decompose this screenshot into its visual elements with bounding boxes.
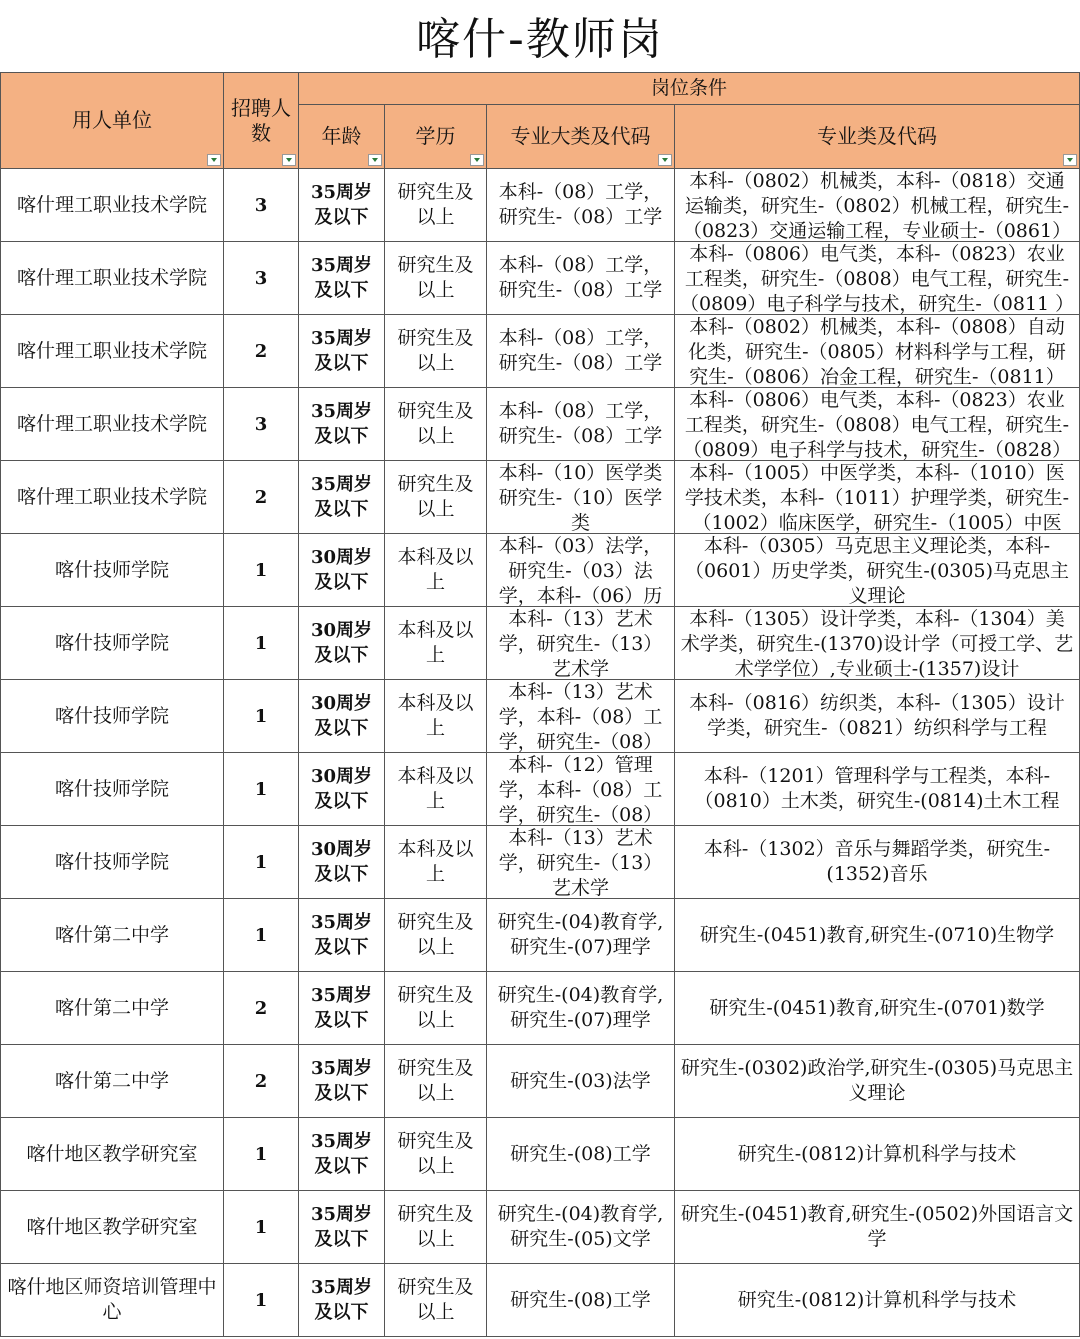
cell-edu-text: 研究生及以上 (397, 400, 474, 447)
table-row (1, 607, 1080, 680)
cell-edu (385, 1118, 487, 1191)
cell-major (675, 972, 1080, 1045)
header-count: 招聘人数 (224, 73, 299, 169)
cell-unit-text: 喀什地区教学研究室 (26, 1215, 198, 1238)
cell-category (487, 1191, 675, 1264)
cell-major (675, 753, 1080, 826)
cell-unit-text: 喀什地区教学研究室 (26, 1142, 198, 1165)
cell-age (299, 1264, 385, 1337)
cell-count-text: 1 (254, 1216, 268, 1238)
cell-category-text: 本科-（10）医学类研究生-（10）医学类 (498, 462, 663, 533)
cell-category-text: 研究生-(04)教育学,研究生-(07)理学 (497, 984, 664, 1031)
cell-age-text: 30周岁及以下 (310, 766, 373, 812)
cell-age-text: 35周岁及以下 (310, 1277, 373, 1323)
filter-dropdown-icon[interactable] (368, 154, 382, 166)
cell-unit-text: 喀什地区师资培训管理中心 (7, 1276, 217, 1323)
cell-major-text: 本科-（0806）电气类，本科-（0823）农业工程类，研究生-（0808）电气工程，研究生-（0809）电子科学与技术，研究生-（0828） (682, 389, 1072, 460)
cell-count (224, 1191, 299, 1264)
cell-edu (385, 388, 487, 461)
cell-unit (1, 388, 224, 461)
cell-major (675, 315, 1080, 388)
cell-unit (1, 607, 224, 680)
cell-count-text: 3 (254, 413, 268, 435)
cell-unit-text: 喀什技师学院 (54, 777, 169, 800)
cell-edu (385, 242, 487, 315)
cell-age (299, 315, 385, 388)
cell-unit (1, 1264, 224, 1337)
cell-category-text: 研究生-(03)法学 (510, 1069, 651, 1092)
page-title: 喀什-教师岗 (416, 14, 664, 65)
cell-major (675, 1118, 1080, 1191)
cell-edu-text: 研究生及以上 (397, 984, 474, 1031)
cell-category-text: 研究生-(08)工学 (510, 1288, 651, 1311)
cell-edu (385, 1191, 487, 1264)
cell-count (224, 534, 299, 607)
cell-unit-text: 喀什第二中学 (54, 923, 169, 946)
cell-major (675, 607, 1080, 680)
filter-dropdown-icon[interactable] (1063, 154, 1077, 166)
cell-major-text: 研究生-(0451)教育,研究生-(0502)外国语言文学 (680, 1203, 1074, 1250)
cell-category-text: 本科-（08）工学，研究生-（08）工学 (498, 181, 663, 228)
cell-age-text: 30周岁及以下 (310, 547, 373, 593)
cell-category (487, 461, 675, 534)
header-major: 专业类及代码 (675, 105, 1080, 169)
cell-count-text: 1 (254, 559, 268, 581)
cell-category-text: 本科-（12）管理学，本科-（08）工学，研究生-（08） (498, 754, 663, 825)
cell-age-text: 35周岁及以下 (310, 328, 373, 374)
cell-count (224, 169, 299, 242)
filter-dropdown-icon[interactable] (470, 154, 484, 166)
cell-category-text: 本科-（13）艺术学，本科-（08）工学，研究生-（08） (498, 681, 663, 752)
cell-count (224, 680, 299, 753)
cell-age (299, 1045, 385, 1118)
cell-major (675, 534, 1080, 607)
cell-major-text: 本科-（0802）机械类，本科-（0808）自动化类，研究生-（0805）材料科学与工程，研究生-（0806）冶金工程，研究生-（0811） (688, 316, 1066, 387)
table-row (1, 753, 1080, 826)
cell-unit (1, 1191, 224, 1264)
cell-count (224, 753, 299, 826)
cell-category (487, 1264, 675, 1337)
cell-edu-text: 本科及以上 (397, 838, 474, 885)
cell-major-text: 本科-（0806）电气类，本科-（0823）农业工程类，研究生-（0808）电气工程，研究生-（0809）电子科学与技术，研究生-（0811 ） (680, 243, 1075, 314)
cell-count-text: 3 (254, 267, 268, 289)
cell-unit-text: 喀什理工职业技术学院 (16, 339, 207, 362)
cell-age (299, 680, 385, 753)
cell-age (299, 972, 385, 1045)
cell-count (224, 1045, 299, 1118)
cell-count-text: 2 (254, 340, 268, 362)
cell-category-text: 本科-（08）工学，研究生-（08）工学 (498, 327, 663, 374)
cell-count-text: 2 (254, 997, 268, 1019)
cell-edu (385, 972, 487, 1045)
cell-category (487, 899, 675, 972)
cell-edu (385, 315, 487, 388)
cell-major-text: 本科-（0816）纺织类，本科-（1305）设计学类，研究生-（0821）纺织科学与工程 (689, 692, 1065, 739)
cell-unit (1, 461, 224, 534)
cell-age-text: 35周岁及以下 (310, 255, 373, 301)
cell-unit (1, 242, 224, 315)
table-row (1, 388, 1080, 461)
cell-unit-text: 喀什理工职业技术学院 (16, 412, 207, 435)
cell-age-text: 30周岁及以下 (310, 620, 373, 666)
cell-category (487, 607, 675, 680)
cell-unit-text: 喀什第二中学 (54, 996, 169, 1019)
cell-count-text: 2 (254, 1070, 268, 1092)
cell-count-text: 3 (254, 194, 268, 216)
cell-category (487, 680, 675, 753)
table-row (1, 1118, 1080, 1191)
cell-edu (385, 753, 487, 826)
cell-major (675, 1264, 1080, 1337)
cell-count (224, 315, 299, 388)
cell-category-text: 本科-（13）艺术学，研究生-（13）艺术学 (498, 827, 663, 898)
cell-category-text: 本科-（08）工学，研究生-（08）工学 (498, 254, 663, 301)
cell-age-text: 30周岁及以下 (310, 839, 373, 885)
cell-count-text: 1 (254, 1289, 268, 1311)
cell-major-text: 研究生-(0812)计算机科学与技术 (737, 1142, 1017, 1165)
cell-major (675, 461, 1080, 534)
header-category: 专业大类及代码 (487, 105, 675, 169)
cell-unit (1, 1045, 224, 1118)
cell-category (487, 972, 675, 1045)
cell-category (487, 315, 675, 388)
cell-count-text: 1 (254, 851, 268, 873)
cell-category (487, 388, 675, 461)
cell-category (487, 1045, 675, 1118)
filter-dropdown-icon[interactable] (207, 154, 221, 166)
cell-unit (1, 972, 224, 1045)
cell-category (487, 1118, 675, 1191)
cell-edu (385, 826, 487, 899)
cell-count-text: 1 (254, 705, 268, 727)
table-row (1, 534, 1080, 607)
cell-unit-text: 喀什技师学院 (54, 704, 169, 727)
cell-unit-text: 喀什技师学院 (54, 631, 169, 654)
cell-age (299, 242, 385, 315)
cell-category-text: 研究生-(04)教育学,研究生-(05)文学 (497, 1203, 664, 1250)
cell-edu-text: 研究生及以上 (397, 1130, 474, 1177)
cell-age (299, 388, 385, 461)
cell-edu (385, 607, 487, 680)
cell-age (299, 753, 385, 826)
cell-category-text: 本科-（13）艺术学，研究生-（13）艺术学 (498, 608, 663, 679)
cell-count-text: 1 (254, 924, 268, 946)
cell-age (299, 534, 385, 607)
table-row (1, 169, 1080, 242)
cell-major (675, 1191, 1080, 1264)
cell-category-text: 研究生-(08)工学 (510, 1142, 651, 1165)
table-row (1, 242, 1080, 315)
cell-unit-text: 喀什理工职业技术学院 (16, 485, 207, 508)
cell-unit (1, 680, 224, 753)
cell-category-text: 本科-（08）工学，研究生-（08）工学 (498, 400, 663, 447)
header-conditions: 岗位条件 (299, 73, 1080, 105)
recruitment-table (0, 72, 1080, 1337)
cell-major (675, 169, 1080, 242)
cell-edu (385, 534, 487, 607)
cell-unit (1, 169, 224, 242)
table-row (1, 315, 1080, 388)
cell-age-text: 35周岁及以下 (310, 1204, 373, 1250)
cell-age (299, 607, 385, 680)
cell-edu-text: 研究生及以上 (397, 254, 474, 301)
table-row (1, 1191, 1080, 1264)
cell-edu (385, 1045, 487, 1118)
cell-category (487, 169, 675, 242)
cell-major (675, 680, 1080, 753)
cell-age-text: 35周岁及以下 (310, 912, 373, 958)
cell-count-text: 2 (254, 486, 268, 508)
cell-count (224, 899, 299, 972)
cell-unit-text: 喀什理工职业技术学院 (16, 266, 207, 289)
cell-unit-text: 喀什技师学院 (54, 558, 169, 581)
cell-unit (1, 534, 224, 607)
cell-age-text: 35周岁及以下 (310, 985, 373, 1031)
cell-unit-text: 喀什理工职业技术学院 (16, 193, 207, 216)
cell-major (675, 1045, 1080, 1118)
cell-edu-text: 研究生及以上 (397, 327, 474, 374)
cell-edu-text: 研究生及以上 (397, 1057, 474, 1104)
cell-age (299, 899, 385, 972)
cell-age-text: 35周岁及以下 (310, 182, 373, 228)
header-age: 年龄 (299, 105, 385, 169)
cell-category (487, 242, 675, 315)
cell-category (487, 826, 675, 899)
cell-major-text: 本科-（0305）马克思主义理论类，本科-（0601）历史学类，研究生-(0305)马克思主义理论 (685, 535, 1069, 606)
cell-edu (385, 1264, 487, 1337)
cell-unit (1, 899, 224, 972)
cell-count (224, 242, 299, 315)
cell-category (487, 534, 675, 607)
table-row (1, 1264, 1080, 1337)
cell-age (299, 461, 385, 534)
cell-count-text: 1 (254, 632, 268, 654)
cell-edu (385, 680, 487, 753)
cell-age-text: 35周岁及以下 (310, 474, 373, 520)
cell-edu-text: 本科及以上 (397, 765, 474, 812)
cell-edu-text: 本科及以上 (397, 546, 474, 593)
cell-unit (1, 753, 224, 826)
cell-age-text: 35周岁及以下 (310, 401, 373, 447)
cell-age (299, 826, 385, 899)
cell-edu-text: 研究生及以上 (397, 911, 474, 958)
table-row (1, 972, 1080, 1045)
filter-dropdown-icon[interactable] (658, 154, 672, 166)
cell-major-text: 本科-（1305）设计学类，本科-（1304）美术学类，研究生-(1370)设计学（可授工学、艺术学学位）,专业硕士-(1357)设计 (680, 608, 1074, 679)
cell-edu (385, 461, 487, 534)
cell-count (224, 972, 299, 1045)
cell-major-text: 本科-（1201）管理科学与工程类，本科-（0810）土木类，研究生-(0814)土木工程 (694, 765, 1060, 812)
cell-count (224, 607, 299, 680)
cell-count (224, 388, 299, 461)
cell-age-text: 35周岁及以下 (310, 1131, 373, 1177)
cell-count-text: 1 (254, 1143, 268, 1165)
cell-age-text: 30周岁及以下 (310, 693, 373, 739)
cell-major (675, 388, 1080, 461)
cell-age (299, 1191, 385, 1264)
cell-unit (1, 1118, 224, 1191)
cell-major-text: 本科-（1302）音乐与舞蹈学类，研究生-(1352)音乐 (703, 838, 1051, 885)
cell-major-text: 本科-（1005）中医学类，本科-（1010）医学技术类，本科-（1011）护理学类，研究生-（1002）临床医学，研究生-（1005）中医 (684, 462, 1070, 533)
cell-edu (385, 169, 487, 242)
table-body (1, 169, 1080, 1337)
header-edu: 学历 (385, 105, 487, 169)
cell-edu-text: 研究生及以上 (397, 1203, 474, 1250)
table-row (1, 461, 1080, 534)
cell-major-text: 研究生-(0451)教育,研究生-(0710)生物学 (699, 923, 1055, 946)
cell-count (224, 1264, 299, 1337)
cell-age (299, 1118, 385, 1191)
cell-category (487, 753, 675, 826)
header-unit: 用人单位 (1, 73, 224, 169)
cell-count-text: 1 (254, 778, 268, 800)
cell-edu-text: 研究生及以上 (397, 181, 474, 228)
cell-edu-text: 本科及以上 (397, 619, 474, 666)
cell-unit-text: 喀什技师学院 (54, 850, 169, 873)
cell-unit (1, 826, 224, 899)
cell-major (675, 242, 1080, 315)
cell-major-text: 研究生-(0302)政治学,研究生-(0305)马克思主义理论 (680, 1057, 1074, 1104)
cell-age-text: 35周岁及以下 (310, 1058, 373, 1104)
cell-major (675, 826, 1080, 899)
cell-edu-text: 研究生及以上 (397, 473, 474, 520)
filter-dropdown-icon[interactable] (282, 154, 296, 166)
cell-edu (385, 899, 487, 972)
cell-count (224, 461, 299, 534)
cell-count (224, 1118, 299, 1191)
cell-major-text: 研究生-(0451)教育,研究生-(0701)数学 (709, 996, 1045, 1019)
table-row (1, 1045, 1080, 1118)
table-row (1, 680, 1080, 753)
cell-major-text: 本科-（0802）机械类，本科-（0818）交通运输类，研究生-（0802）机械工程，研究生-（0823）交通运输工程，专业硕士-（0861） (682, 170, 1072, 241)
cell-category-text: 本科-（03）法学，研究生-（03）法学，本科-（06）历 (498, 535, 663, 606)
cell-unit-text: 喀什第二中学 (54, 1069, 169, 1092)
cell-unit (1, 315, 224, 388)
cell-edu-text: 本科及以上 (397, 692, 474, 739)
cell-edu-text: 研究生及以上 (397, 1276, 474, 1323)
cell-major (675, 899, 1080, 972)
cell-age (299, 169, 385, 242)
table-row (1, 899, 1080, 972)
cell-category-text: 研究生-(04)教育学,研究生-(07)理学 (497, 911, 664, 958)
cell-count (224, 826, 299, 899)
table-row (1, 826, 1080, 899)
cell-major-text: 研究生-(0812)计算机科学与技术 (737, 1288, 1017, 1311)
